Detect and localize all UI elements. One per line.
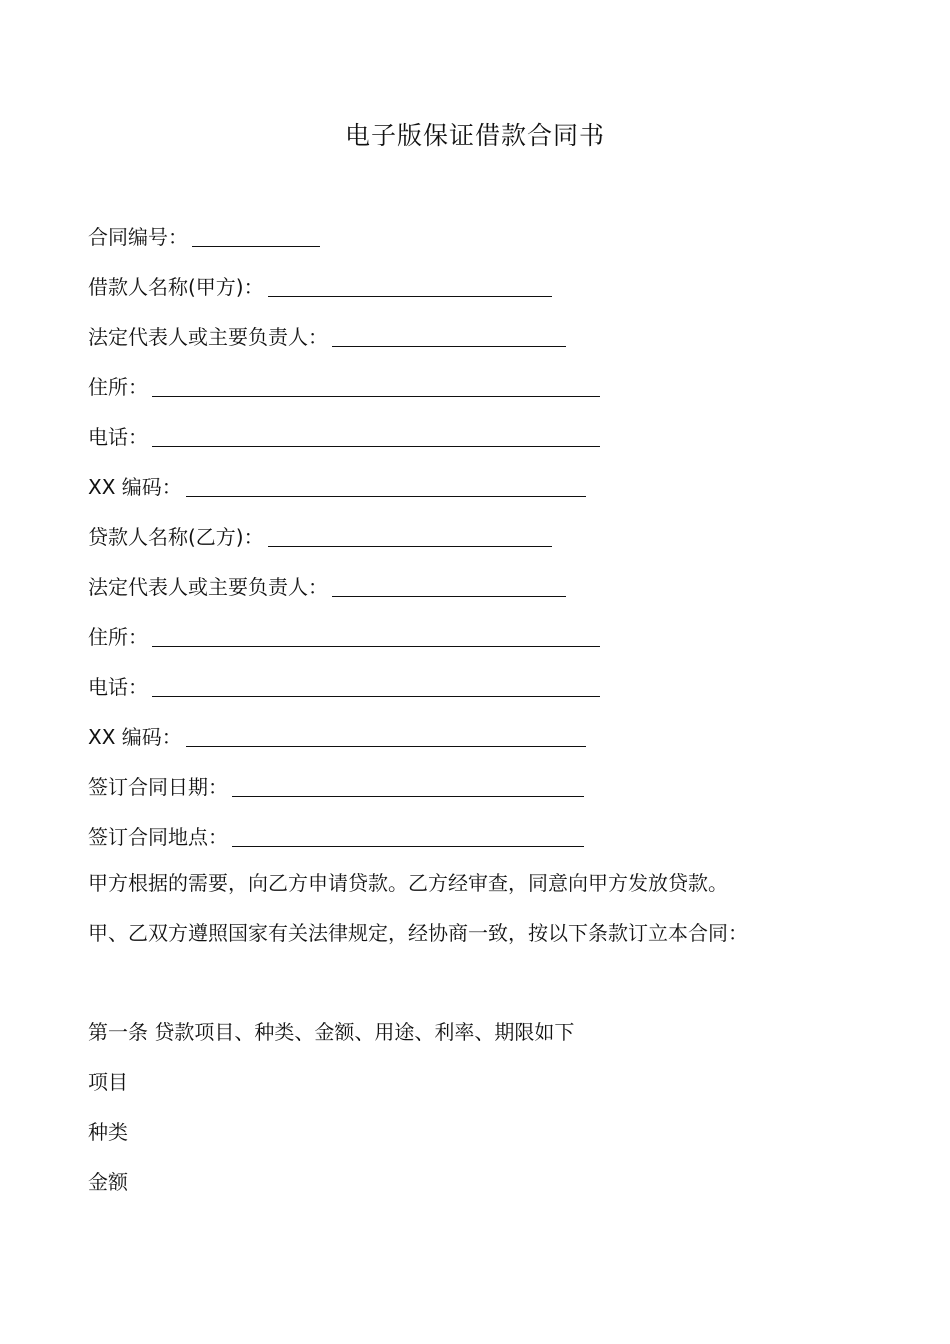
paragraph-agreement: 甲、乙双方遵照国家有关法律规定，经协商一致，按以下条款订立本合同： [88,921,748,945]
contract-number-blank[interactable] [192,224,320,247]
borrower-code-blank[interactable] [186,474,586,497]
borrower-address-blank[interactable] [152,374,600,397]
lender-code-blank[interactable] [186,724,586,747]
field-borrower-legal-rep [88,320,566,350]
field-label: 电话： [88,675,148,699]
borrower-legal-rep-blank[interactable] [332,324,566,347]
field-label: 贷款人名称(乙方)： [88,525,264,549]
field-label: 签订合同地点： [88,825,228,849]
article-item-amount: 金额 [88,1170,128,1194]
field-signing-place [88,820,584,850]
lender-legal-rep-blank[interactable] [332,574,566,597]
lender-phone-blank[interactable] [152,674,600,697]
borrower-name-blank[interactable] [268,274,552,297]
field-label: 法定代表人或主要负责人： [88,575,328,599]
paragraph-application: 甲方根据的需要，向乙方申请贷款。乙方经审查，同意向甲方发放贷款。 [88,871,728,895]
field-label: 借款人名称(甲方)： [88,275,264,299]
article-item-project: 项目 [88,1070,128,1094]
borrower-phone-blank[interactable] [152,424,600,447]
field-borrower-phone [88,420,600,450]
field-label: 电话： [88,425,148,449]
field-label: 住所： [88,625,148,649]
field-lender-address [88,620,600,650]
field-lender-code [88,720,586,750]
lender-name-blank[interactable] [268,524,552,547]
field-lender-name [88,520,552,550]
field-label: XX 编码： [88,475,182,499]
field-borrower-address [88,370,600,400]
article-one-heading: 第一条 贷款项目、种类、金额、用途、利率、期限如下 [88,1020,575,1044]
field-lender-legal-rep [88,570,566,600]
field-lender-phone [88,670,600,700]
field-label: XX 编码： [88,725,182,749]
lender-address-blank[interactable] [152,624,600,647]
article-item-type: 种类 [88,1120,128,1144]
field-label: 合同编号： [88,225,188,249]
field-label: 法定代表人或主要负责人： [88,325,328,349]
document-title: 电子版保证借款合同书 [344,121,605,150]
field-label: 签订合同日期： [88,775,228,799]
field-borrower-code [88,470,586,500]
field-contract-number [88,220,320,250]
signing-date-blank[interactable] [232,774,584,797]
field-signing-date [88,770,584,800]
signing-place-blank[interactable] [232,824,584,847]
field-label: 住所： [88,375,148,399]
field-borrower-name [88,270,552,300]
